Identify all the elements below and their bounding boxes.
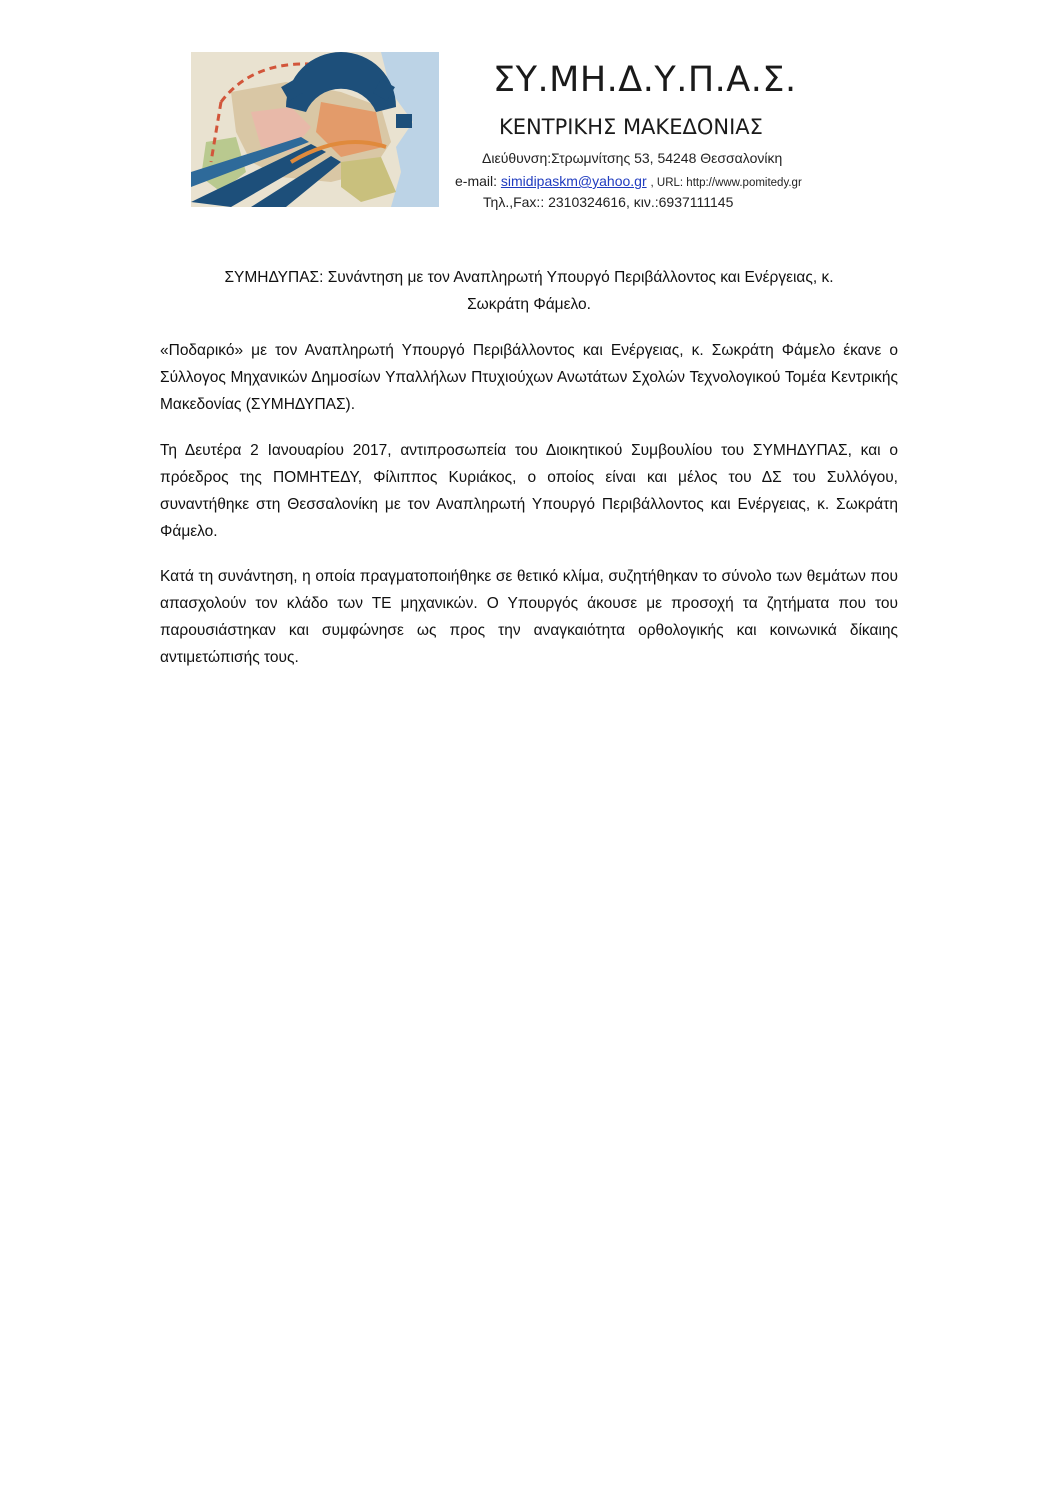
- address-line: Διεύθυνση:Στρωμνίτσης 53, 54248 Θεσσαλονίκη: [482, 150, 783, 166]
- email-link[interactable]: simidipaskm@yahoo.gr: [500, 173, 647, 189]
- article-paragraph: «Ποδαρικό» με τον Αναπληρωτή Υπουργό Περιβάλλοντος και Ενέργειας, κ. Σωκράτη Φάμελο έκανε ο Σύλλογος Μηχανικών Δημοσίων Υπαλλήλων Πτυχιούχων Ανωτάτων Σχολών Τεχνολογικού Τομέα Κεντρικής Μακεδονίας (ΣΥΜΗΔΥΠΑΣ).: [160, 342, 898, 413]
- url-text: , URL: http://www.pomitedy.gr: [650, 177, 802, 189]
- article-headline: [160, 264, 898, 318]
- email-label: e-mail:: [455, 173, 498, 189]
- headline-line-1: ΣΥΜΗΔΥΠΑΣ: Συνάντηση με τον Αναπληρωτή Υπουργό Περιβάλλοντος και Ενέργειας, κ.: [224, 269, 834, 286]
- phone-line: Τηλ.,Fax:: 2310324616, κιν.:6937111145: [483, 194, 734, 210]
- article-paragraph: Κατά τη συνάντηση, η οποία πραγματοποιήθηκε σε θετικό κλίμα, συζητήθηκαν το σύνολο των θεμάτων που απασχολούν τον κλάδο των ΤΕ μηχανικών. Ο Υπουργός άκουσε με προσοχή τα ζητήματα που του παρουσιάστηκαν και συμφώνησε ως προς την αναγκαιότητα ορθολογικής και κοινωνικά δίκαιης αντιμετώπισής τους.: [160, 568, 898, 666]
- gear-map-logo-icon: [191, 52, 439, 207]
- org-name: ΣΥ.ΜΗ.Δ.Υ.Π.Α.Σ.: [493, 60, 797, 100]
- headline-line-2: Σωκράτη Φάμελο.: [467, 296, 591, 313]
- article-paragraph: Τη Δευτέρα 2 Ιανουαρίου 2017, αντιπροσωπεία του Διοικητικού Συμβουλίου του ΣΥΜΗΔΥΠΑΣ, και ο πρόεδρος της ΠΟΜΗΤΕΔΥ, Φίλιππος Κυριάκος, ο οποίος είναι και μέλος του ΔΣ του Συλλόγου, συναντήθηκε στη Θεσσαλονίκη με τον Αναπληρωτή Υπουργό Περιβάλλοντος και Ενέργειας, κ. Σωκράτη Φάμελο.: [160, 442, 898, 540]
- org-region: ΚΕΝΤΡΙΚΗΣ ΜΑΚΕΔΟΝΙΑΣ: [499, 115, 763, 139]
- email-line: [455, 173, 885, 189]
